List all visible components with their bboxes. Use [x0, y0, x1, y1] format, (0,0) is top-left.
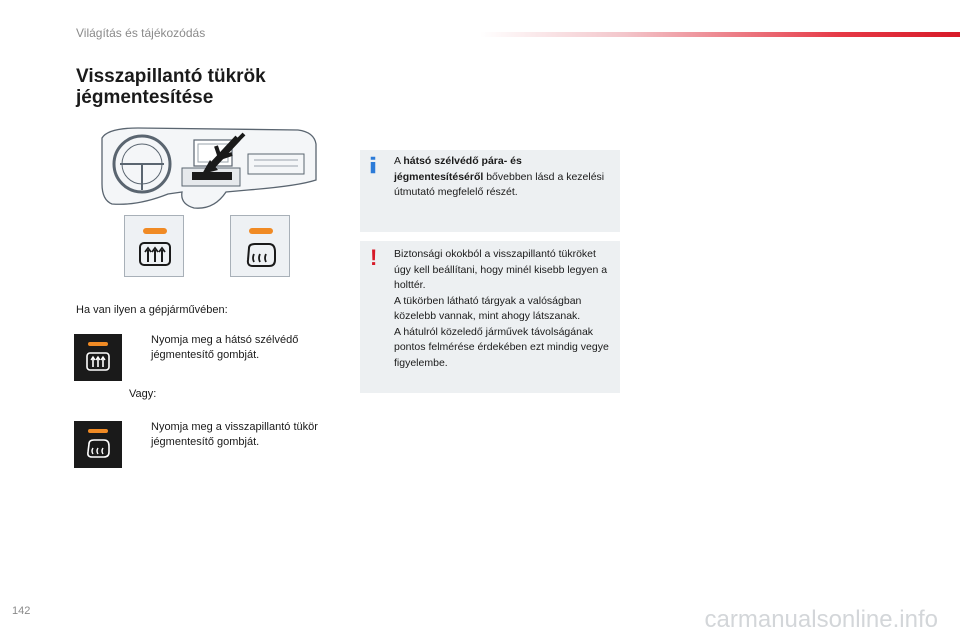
dashboard-illustration	[98, 124, 320, 214]
page-title-line-1: Visszapillantó tükrök	[76, 66, 266, 87]
mirror-defrost-icon	[86, 439, 110, 459]
warning-text: Biztonsági okokból a visszapillantó tükröket úgy kell beállítani, hogy minél kisebb legyen a holttér. A tükörben látható tárgyak a valóságban közelebb vannak, mint ahogy látszanak. A hátulról közeledő járművek távolságának pontos felmérése érdekében ezt mindig vegye figyelembe.	[394, 248, 609, 369]
info-prefix: A	[394, 155, 404, 167]
mirror-defrost-button	[74, 421, 122, 468]
info-bold: hátsó szélvédő pára- és jégmentesítéséről	[394, 155, 522, 183]
page-title-line-2: jégmentesítése	[76, 87, 214, 108]
led-indicator	[143, 228, 167, 234]
rear-defrost-icon	[139, 242, 171, 270]
step-text: Nyomja meg a hátsó szélvédő jégmentesítő gombját.	[151, 334, 299, 361]
rear-defrost-button-illustration	[124, 215, 184, 277]
rear-defrost-button	[74, 334, 122, 381]
mirror-defrost-icon	[245, 242, 277, 270]
info-text	[394, 154, 612, 201]
warning-icon: !	[370, 245, 378, 270]
step-rear-defrost	[130, 333, 330, 363]
page-title	[76, 66, 266, 108]
led-indicator	[88, 342, 108, 346]
mirror-defrost-button-illustration	[230, 215, 290, 277]
step-text: Nyomja meg a visszapillantó tükör jégmentesítő gombját.	[151, 421, 318, 448]
step-mirror-defrost	[130, 420, 330, 450]
led-indicator	[249, 228, 273, 234]
rear-defrost-icon	[86, 352, 110, 372]
warning-box	[360, 241, 620, 393]
header-accent-bar	[480, 32, 960, 37]
led-indicator	[88, 429, 108, 433]
info-suffix: bővebben lásd a kezelési útmutató megfelelő részét.	[394, 170, 605, 198]
watermark: carmanualsonline.info	[704, 606, 938, 633]
info-box	[360, 150, 620, 232]
page-number: 142	[12, 605, 31, 617]
info-icon	[370, 154, 376, 176]
intro-text: Ha van ilyen a gépjárművében:	[76, 304, 228, 316]
section-header: Világítás és tájékozódás	[76, 26, 206, 40]
or-text: Vagy:	[129, 388, 157, 400]
